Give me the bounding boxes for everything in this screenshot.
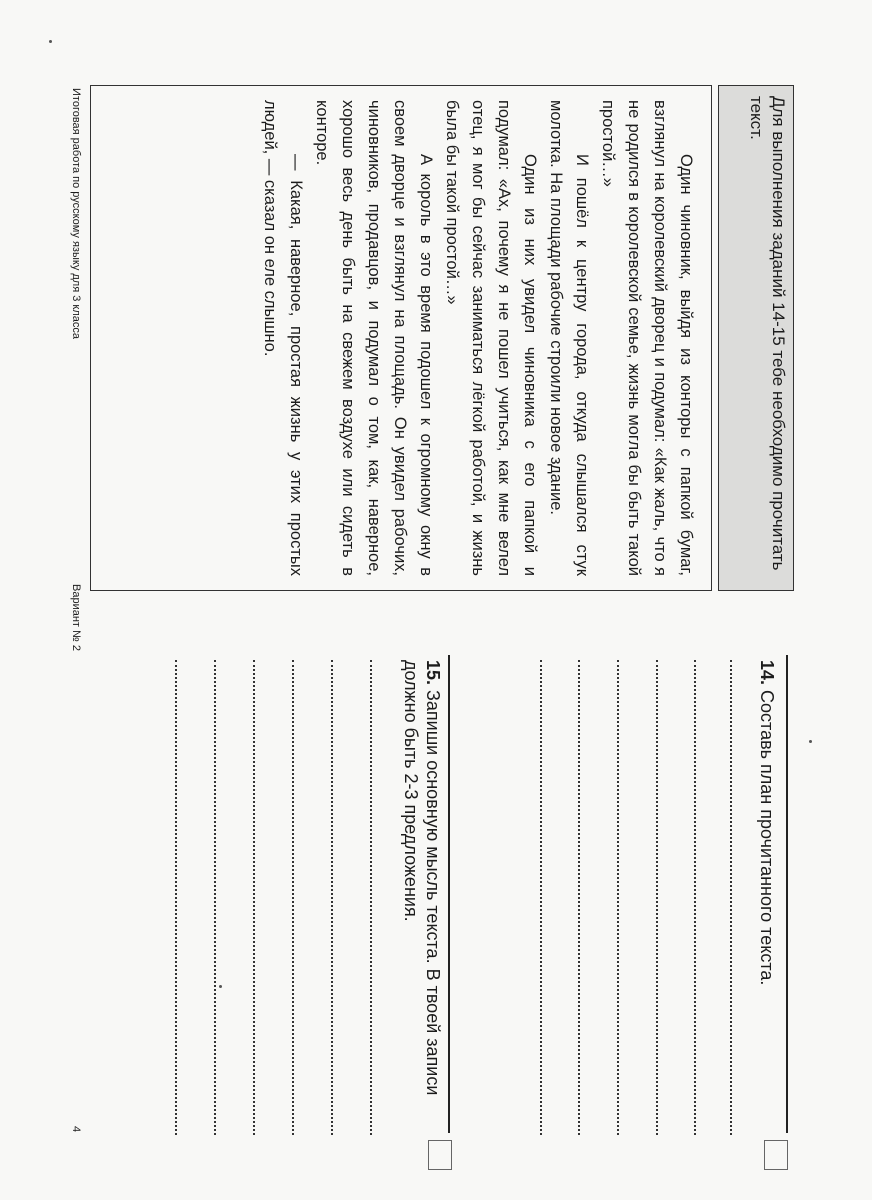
footer-subject: Итоговая работа по русскому языку для 3 класса [70,88,82,339]
page-number: 4 [70,1126,82,1133]
task-15-prompt [400,660,444,1100]
task-15-answer-line-5[interactable] [214,660,216,1135]
task-14-score-box[interactable] [764,1140,788,1170]
task-15-score-box[interactable] [428,1140,452,1170]
task-14-text: Составь план прочитанного текста. [757,690,777,986]
task-15-answer-line-4[interactable] [253,660,255,1135]
task-15-answer-line-3[interactable] [292,660,294,1135]
task-14-number: 14. [757,660,777,686]
scan-speck [219,985,222,988]
story-paragraph-5: — Какая, наверное, простая жизнь у этих простых людей, — сказал он еле слышно. [261,100,305,576]
task-14-answer-line-2[interactable] [694,660,696,1135]
task-15-answer-line-1[interactable] [370,660,372,1135]
task-14-answer-line-1[interactable] [730,660,732,1135]
story-paragraph-3: Один из них увидел чиновника с его папкой и подумал: «Ах, почему я не пошел учиться, как мне велел отец, я мог бы сейчас заниматься лёгкой работой, и жизнь была бы такой простой…» [443,100,539,576]
task-15-answer-line-2[interactable] [331,660,333,1135]
task-14-answer-line-3[interactable] [656,660,658,1135]
scan-speck [49,40,52,43]
footer-variant: Вариант № 2 [70,584,82,651]
story-paragraph-1: Один чиновник, выйдя из конторы с папкой бумаг, взглянул на королевский дворец и подумал: «Как жаль, что я не родился в королевской семье, жизнь могла бы быть такой простой…» [599,100,695,576]
task-15-answer-line-6[interactable] [175,660,177,1135]
task-15-divider [448,655,450,1133]
scan-speck [809,740,812,743]
task-instruction: Для выполнения заданий 14-15 тебе необходимо прочитать текст. [718,85,794,591]
task-14-answer-line-6[interactable] [540,660,542,1135]
task-15-text: Запиши основную мысль текста. В твоей записи должно быть 2-3 предложения. [401,660,443,1096]
task-14-divider [786,655,788,1133]
task-14-answer-line-5[interactable] [578,660,580,1135]
story-paragraph-2: И пошёл к центру города, откуда слышался стук молотка. На площади рабочие строили новое здание. [547,100,591,576]
story-paragraph-4: А король в это время подошел к огромному окну в своем дворце и взглянул на площадь. Он увидел рабочих, чиновников, продавцов, и подумал о том, как, наверное, хорошо весь день быть на свежем воздухе или сидеть в конторе. [313,100,435,576]
task-14-answer-line-4[interactable] [617,660,619,1135]
task-14-prompt [756,660,778,1100]
task-15-number: 15. [423,660,443,686]
reading-text-box [90,85,712,591]
